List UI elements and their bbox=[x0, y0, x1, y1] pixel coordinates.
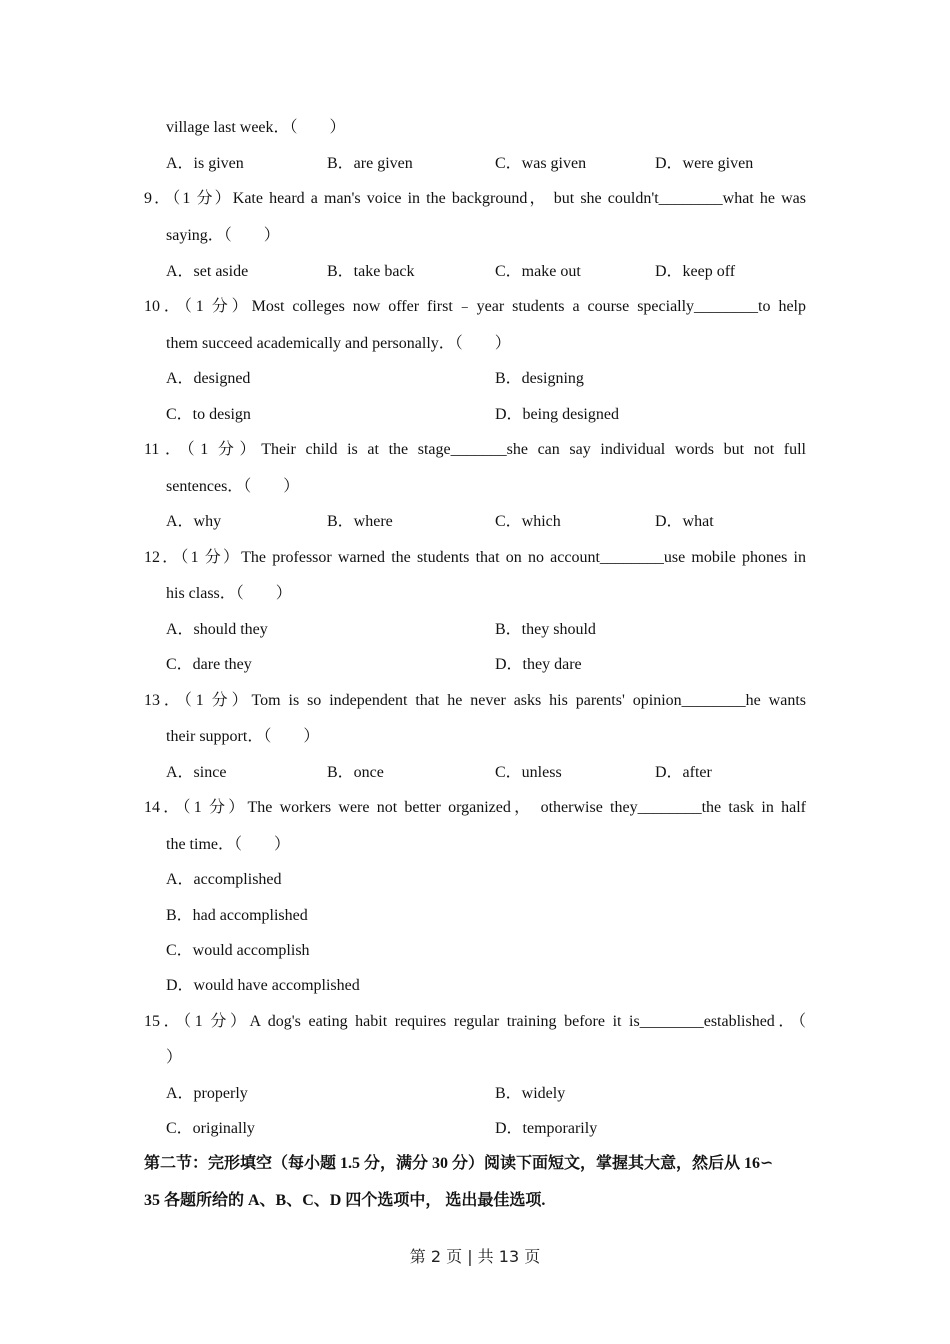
q10-option-a[interactable]: A．designed bbox=[166, 370, 251, 387]
q13-option-b[interactable]: B．once bbox=[327, 764, 384, 781]
q9-option-d[interactable]: D．keep off bbox=[655, 263, 736, 280]
q11-option-a[interactable]: A．why bbox=[166, 513, 222, 530]
page-footer: 第 2 页 | 共 13 页 bbox=[409, 1247, 541, 1266]
q12-option-c[interactable]: C．dare they bbox=[166, 656, 252, 673]
q9-option-a[interactable]: A．set aside bbox=[166, 263, 249, 280]
q15-option-b[interactable]: B．widely bbox=[495, 1085, 566, 1102]
q15-option-c[interactable]: C．originally bbox=[166, 1120, 255, 1137]
q14-option-a[interactable]: A．accomplished bbox=[166, 871, 282, 888]
section2-heading-line1: 第二节：完形填空（每小题 1.5 分，满分 30 分）阅读下面短文，掌握其大意，然后从 16∽ bbox=[144, 1155, 774, 1172]
q8-option-a[interactable]: A．is given bbox=[166, 155, 244, 172]
q10-option-b[interactable]: B．designing bbox=[495, 370, 584, 387]
q10-option-d[interactable]: D．being designed bbox=[495, 406, 619, 423]
q14-option-b[interactable]: B．had accomplished bbox=[166, 907, 308, 924]
q12-stem-continuation: his class．（ ） bbox=[166, 585, 292, 602]
q14-option-d[interactable]: D．would have accomplished bbox=[166, 977, 360, 994]
q8-stem-continuation: village last week．（ ） bbox=[166, 119, 346, 136]
q8-option-d[interactable]: D．were given bbox=[655, 155, 754, 172]
q9-stem: 9．（1 分）Kate heard a man's voice in the background， but she couldn't________what he was bbox=[144, 190, 806, 207]
q11-stem-continuation: sentences．（ ） bbox=[166, 478, 300, 495]
q12-stem: 12．（1 分）The professor warned the students that on no account________use mobile phones in bbox=[144, 549, 806, 566]
q8-option-b[interactable]: B．are given bbox=[327, 155, 413, 172]
q13-stem: 13．（1 分）Tom is so independent that he never asks his parents' opinion________he wants bbox=[144, 692, 806, 709]
q14-option-c[interactable]: C．would accomplish bbox=[166, 942, 310, 959]
q11-option-d[interactable]: D．what bbox=[655, 513, 714, 530]
q13-option-a[interactable]: A．since bbox=[166, 764, 227, 781]
q9-option-c[interactable]: C．make out bbox=[495, 263, 581, 280]
q12-option-b[interactable]: B．they should bbox=[495, 621, 596, 638]
q13-option-d[interactable]: D．after bbox=[655, 764, 712, 781]
q9-option-b[interactable]: B．take back bbox=[327, 263, 415, 280]
q15-option-d[interactable]: D．temporarily bbox=[495, 1120, 598, 1137]
q10-option-c[interactable]: C．to design bbox=[166, 406, 251, 423]
q11-option-b[interactable]: B．where bbox=[327, 513, 393, 530]
q9-stem-continuation: saying．（ ） bbox=[166, 227, 280, 244]
q14-stem: 14．（1 分）The workers were not better organized， otherwise they________the task in half bbox=[144, 799, 806, 816]
section2-heading-line2: 35 各题所给的 A、B、C、D 四个选项中， 选出最佳选项. bbox=[144, 1192, 546, 1209]
q15-option-a[interactable]: A．properly bbox=[166, 1085, 248, 1102]
q10-stem-continuation: them succeed academically and personally．（ ） bbox=[166, 335, 511, 352]
q13-option-c[interactable]: C．unless bbox=[495, 764, 562, 781]
q10-stem: 10．（1 分）Most colleges now offer first﹣year students a course specially________to help bbox=[144, 298, 806, 315]
q11-option-c[interactable]: C．which bbox=[495, 513, 561, 530]
q15-stem: 15．（1 分）A dog's eating habit requires regular training before it is________established．（ bbox=[144, 1013, 806, 1030]
q11-stem: 11．（1 分）Their child is at the stage_______she can say individual words but not full bbox=[144, 441, 806, 458]
q12-option-a[interactable]: A．should they bbox=[166, 621, 268, 638]
q15-stem-continuation: ） bbox=[166, 1049, 183, 1066]
q14-stem-continuation: the time．（ ） bbox=[166, 836, 290, 853]
q12-option-d[interactable]: D．they dare bbox=[495, 656, 582, 673]
q8-option-c[interactable]: C．was given bbox=[495, 155, 587, 172]
q13-stem-continuation: their support．（ ） bbox=[166, 728, 320, 745]
